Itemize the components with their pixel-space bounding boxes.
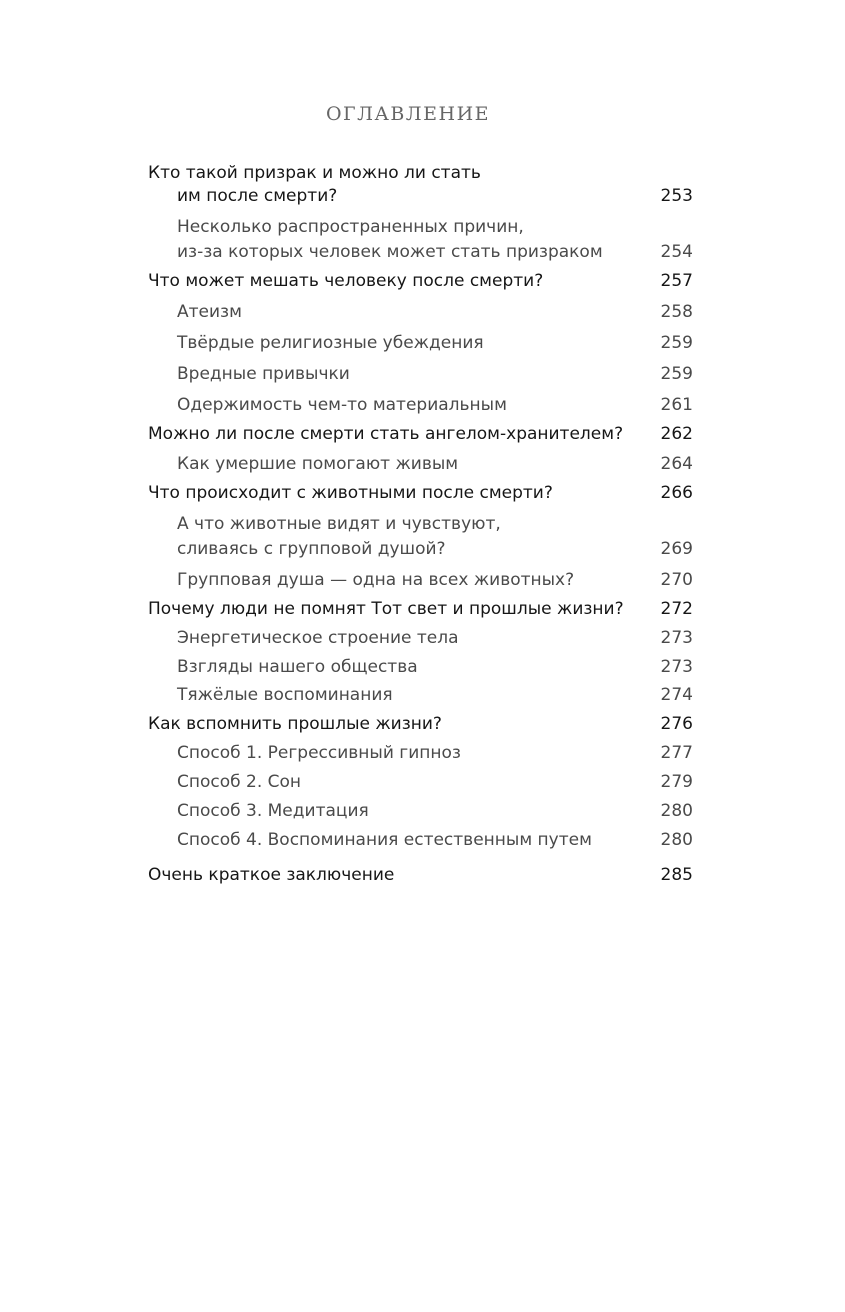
toc-page-number: 279 (660, 772, 693, 792)
toc-section-line (177, 302, 693, 322)
toc-page-number: 274 (660, 685, 693, 705)
toc-page-number: 261 (660, 395, 693, 415)
toc-heading: ОГЛАВЛЕНИЕ (325, 103, 491, 125)
toc-page-number: 258 (660, 302, 693, 322)
toc-page-number: 272 (660, 599, 693, 619)
toc-page-number: 285 (660, 865, 693, 885)
toc-section-title: Способ 4. Воспоминания естественным путем (177, 830, 592, 850)
toc-chapter-title: им после смерти? (177, 186, 338, 206)
toc-section-line (177, 801, 693, 821)
toc-section-title: Как умершие помогают живым (177, 454, 459, 474)
toc-chapter-line (148, 424, 693, 444)
toc-section-line (177, 830, 693, 850)
toc-section-line (177, 242, 693, 262)
toc-section-line (177, 743, 693, 763)
toc-chapter-title: Что может мешать человеку после смерти? (148, 271, 544, 291)
toc-chapter-line (177, 186, 693, 206)
toc-page-number: 259 (660, 364, 693, 384)
toc-section-line (177, 454, 693, 474)
toc-section-title: Вредные привычки (177, 364, 350, 384)
toc-chapter-line (148, 865, 693, 885)
toc-section-line (177, 395, 693, 415)
toc-section-title: Атеизм (177, 302, 242, 322)
toc-page-number: 273 (660, 628, 693, 648)
toc-section-title: Групповая душа — одна на всех животных? (177, 570, 575, 590)
toc-page-number: 280 (660, 830, 693, 850)
toc-page-number: 269 (660, 539, 693, 559)
toc-chapter-title: Очень краткое заключение (148, 865, 395, 885)
toc-chapter-line (148, 599, 693, 619)
toc-section-line (177, 657, 693, 677)
toc-page-number: 253 (660, 186, 693, 206)
toc-page-number: 257 (660, 271, 693, 291)
toc-page-number: 259 (660, 333, 693, 353)
toc-section-title: Взгляды нашего общества (177, 657, 418, 677)
toc-chapter-line: Кто такой призрак и можно ли стать (148, 163, 481, 183)
toc-section-line: А что животные видят и чувствуют, (177, 514, 501, 534)
toc-chapter-line (148, 483, 693, 503)
toc-section-line (177, 685, 693, 705)
toc-page-number: 266 (660, 483, 693, 503)
toc-section-line (177, 628, 693, 648)
toc-chapter-line (148, 271, 693, 291)
toc-chapter-line (148, 714, 693, 734)
toc-section-line (177, 333, 693, 353)
toc-section-line (177, 364, 693, 384)
toc-section-title: Способ 1. Регрессивный гипноз (177, 743, 461, 763)
toc-section-title: Энергетическое строение тела (177, 628, 459, 648)
toc-section-title: сливаясь с групповой душой? (177, 539, 446, 559)
toc-chapter-title: Как вспомнить прошлые жизни? (148, 714, 442, 734)
toc-section-title: Одержимость чем-то материальным (177, 395, 507, 415)
toc-section-title: Способ 3. Медитация (177, 801, 369, 821)
toc-chapter-title: Что происходит с животными после смерти? (148, 483, 553, 503)
toc-chapter-title: Почему люди не помнят Тот свет и прошлые жизни? (148, 599, 624, 619)
toc-section-line (177, 772, 693, 792)
toc-page-number: 280 (660, 801, 693, 821)
toc-section-line (177, 539, 693, 559)
toc-page-number: 262 (660, 424, 693, 444)
toc-page-number: 264 (660, 454, 693, 474)
toc-page-number: 254 (660, 242, 693, 262)
toc-page-number: 276 (660, 714, 693, 734)
toc-chapter-title: Можно ли после смерти стать ангелом-хранителем? (148, 424, 624, 444)
toc-section-line (177, 570, 693, 590)
toc-section-title: из-за которых человек может стать призраком (177, 242, 603, 262)
toc-page-number: 277 (660, 743, 693, 763)
toc-section-line: Несколько распространенных причин, (177, 217, 524, 237)
toc-section-title: Твёрдые религиозные убеждения (177, 333, 484, 353)
toc-section-title: Способ 2. Сон (177, 772, 302, 792)
toc-section-title: Тяжёлые воспоминания (177, 685, 393, 705)
toc-page-number: 270 (660, 570, 693, 590)
toc-page-number: 273 (660, 657, 693, 677)
